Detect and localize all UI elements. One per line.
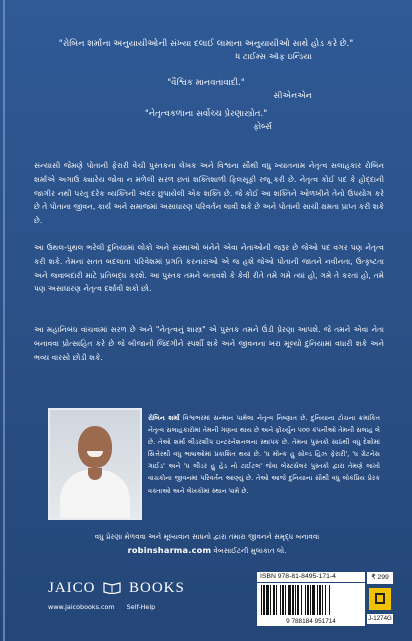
author-website-link[interactable]: robinsharma.com bbox=[127, 545, 212, 555]
author-bio bbox=[148, 412, 380, 497]
price-tag: ₹ 299 bbox=[367, 572, 393, 584]
barcode-number: 9 788184 951714 bbox=[257, 617, 365, 626]
publisher-footer bbox=[48, 603, 155, 611]
quote-text: "નેતૃત્વકળાના સર્વોચ્ચ પ્રેરણાસ્ત્રોત." bbox=[144, 109, 268, 119]
cta-line-1: વધુ પ્રેરણા મેળવવા અને મૂલ્યવાન સાધનો દ્વારા તમારા જીવનને સમૃદ્ધ બનાવવા bbox=[94, 532, 320, 541]
blurb-paragraph-1: સંન્યાસી જેમણે પોતાની ફેરારી વેચી પુસ્તકના લેખક અને વિશ્વના સૌથી વધુ ખ્યાતનામ નેતૃત્વ સલાહકાર રોબિન શર્માએ અગાઉ ક્યારેય જોવા ન મળેલી સરળ છતાં શક્તિશાળી ફિલસૂફી રજૂ કરી છે. નેતૃત્વ કોઈ પદ કે હોદ્દાની જાગીર નથી પરંતુ દરેક વ્યક્તિની અંદર છુપાયેલી એક શક્તિ છે. જે કોઈ આ શક્તિને ઓળખીને તેનો ઉપયોગ કરે છે તે પોતાના જીવન, કાર્ય અને સમાજમાં અસાધારણ પરિવર્તન લાવી શકે છે અને પોતાની સાચી ક્ષમતા પ્રાપ્ત કરી શકે છે. bbox=[34, 161, 384, 226]
book-category: Self-Help bbox=[126, 603, 156, 611]
publisher-logo bbox=[48, 580, 185, 597]
blurb-paragraph-3: આ મહાનિબંધ વાંચવામાં સરળ છે અને "નેતૃત્વનું શાસ્ત્ર" એ પુસ્તક તમને ઉંડી પ્રેરણા આપશે. જે તમને એવા નેતા બનાવવા પ્રોત્સાહિત કરે છે જે બીજાની જિંદગીને સ્પર્શી શકે અને જીવનના ખરા મૂલ્યો દુનિયામાં વધારી શકે અને ભવ્ય વારસો છોડી શકે. bbox=[34, 325, 384, 362]
spine-edge bbox=[3, 0, 5, 641]
product-code-icon bbox=[369, 588, 391, 610]
publisher-name-right: BOOKS bbox=[129, 580, 185, 596]
blurb-paragraph-2: આ ઉથલ-પુથલ ભરેલી દુનિયામાં લોકો અને સંસ્થાઓ બંનેને એવા નેતાઓની જરૂર છે જેઓ પદ વગર પણ નેતૃત્વ કરી શકે. તેમના સતત બદલાતા પરિવેશમાં પ્રગતિ કરનારાઓ એ જ હશે જેઓ પોતાની જાતને નવીનતા, ઉત્કૃષ્ટતા અને જવાબદારી માટે પ્રતિબદ્ધ કરશે. આ પુસ્તક તમને બતાવશે કે કેવી રીતે તમે ગમે ત્યાં હો, ગમે તે કરતાં હો, તમે પણ અસાધારણ નેતૃત્વ દર્શાવી શકો છો. bbox=[34, 243, 384, 294]
quote-source: ફોર્બ્સ bbox=[253, 121, 272, 131]
quote-source: ધ ટાઈમ્સ ઑફ ઇન્ડિયા bbox=[235, 51, 312, 61]
cta-line-2 bbox=[34, 544, 380, 557]
quote-text: "રોબિન શર્માના અનુયાયીઓની સંખ્યા દલાઈ લામાના અનુયાયીઓ સાથે હોડ કરે છે." bbox=[58, 39, 354, 49]
publisher-name-left: JAICO bbox=[48, 580, 96, 596]
author-bio-text: વિશ્વભરમાં સન્માન પામેલા નેતૃત્વ નિષ્ણાત છે. દુનિયાના ટોચના ક્રમાંકિત નેતૃત્વ સલાહકારોમાં તેમની ગણના થાય છે અને ફોર્ચ્યુન ૫૦૦ કંપનીઓ તેમની સલાહ લે છે. તેઓ શર્મા લીડરશીપ ઇન્ટરનેશનલના સ્થાપક છે. તેમના પુસ્તકો સાઠથી વધુ દેશોમાં સિત્તેરથી વધુ ભાષાઓમાં પ્રકાશિત થયાં છે. 'ધ મોન્ક હુ સોલ્ડ હિઝ ફેરારી', 'ધ ગ્રેટનેસ ગાઈડ' અને 'ધ લીડર હુ હેડ નો ટાઈટલ' જેવા બેસ્ટસેલર પુસ્તકો દ્વારા તેમણે લાખો વાચકોના જીવનમાં પરિવર્તન આણ્યું છે. તેઓ આજે દુનિયાના સૌથી વધુ લોકપ્રિય પ્રેરક વક્તાઓ અને લેખકોમાં સ્થાન પામે છે. bbox=[148, 414, 380, 495]
cta-suffix: વેબસાઈટની મુલાકાત લો. bbox=[211, 546, 287, 555]
book-logo-icon bbox=[103, 580, 121, 594]
quote-text: "વૈશ્વિક માનવતાવાદી." bbox=[167, 78, 245, 88]
isbn-label: ISBN 978-81-8495-171-4 bbox=[257, 572, 365, 582]
author-photo bbox=[48, 408, 142, 520]
praise-quote-3 bbox=[30, 108, 382, 132]
praise-quote-1 bbox=[30, 38, 382, 62]
publisher-website[interactable]: www.jaicobooks.com bbox=[48, 603, 115, 611]
barcode-block bbox=[257, 572, 393, 630]
product-code: J-1274G bbox=[368, 615, 392, 622]
praise-quote-2 bbox=[30, 77, 382, 101]
barcode-bars bbox=[257, 583, 365, 617]
author-name: રોબિન શર્મા bbox=[148, 414, 180, 422]
quote-source: સીએનએન bbox=[273, 90, 312, 100]
